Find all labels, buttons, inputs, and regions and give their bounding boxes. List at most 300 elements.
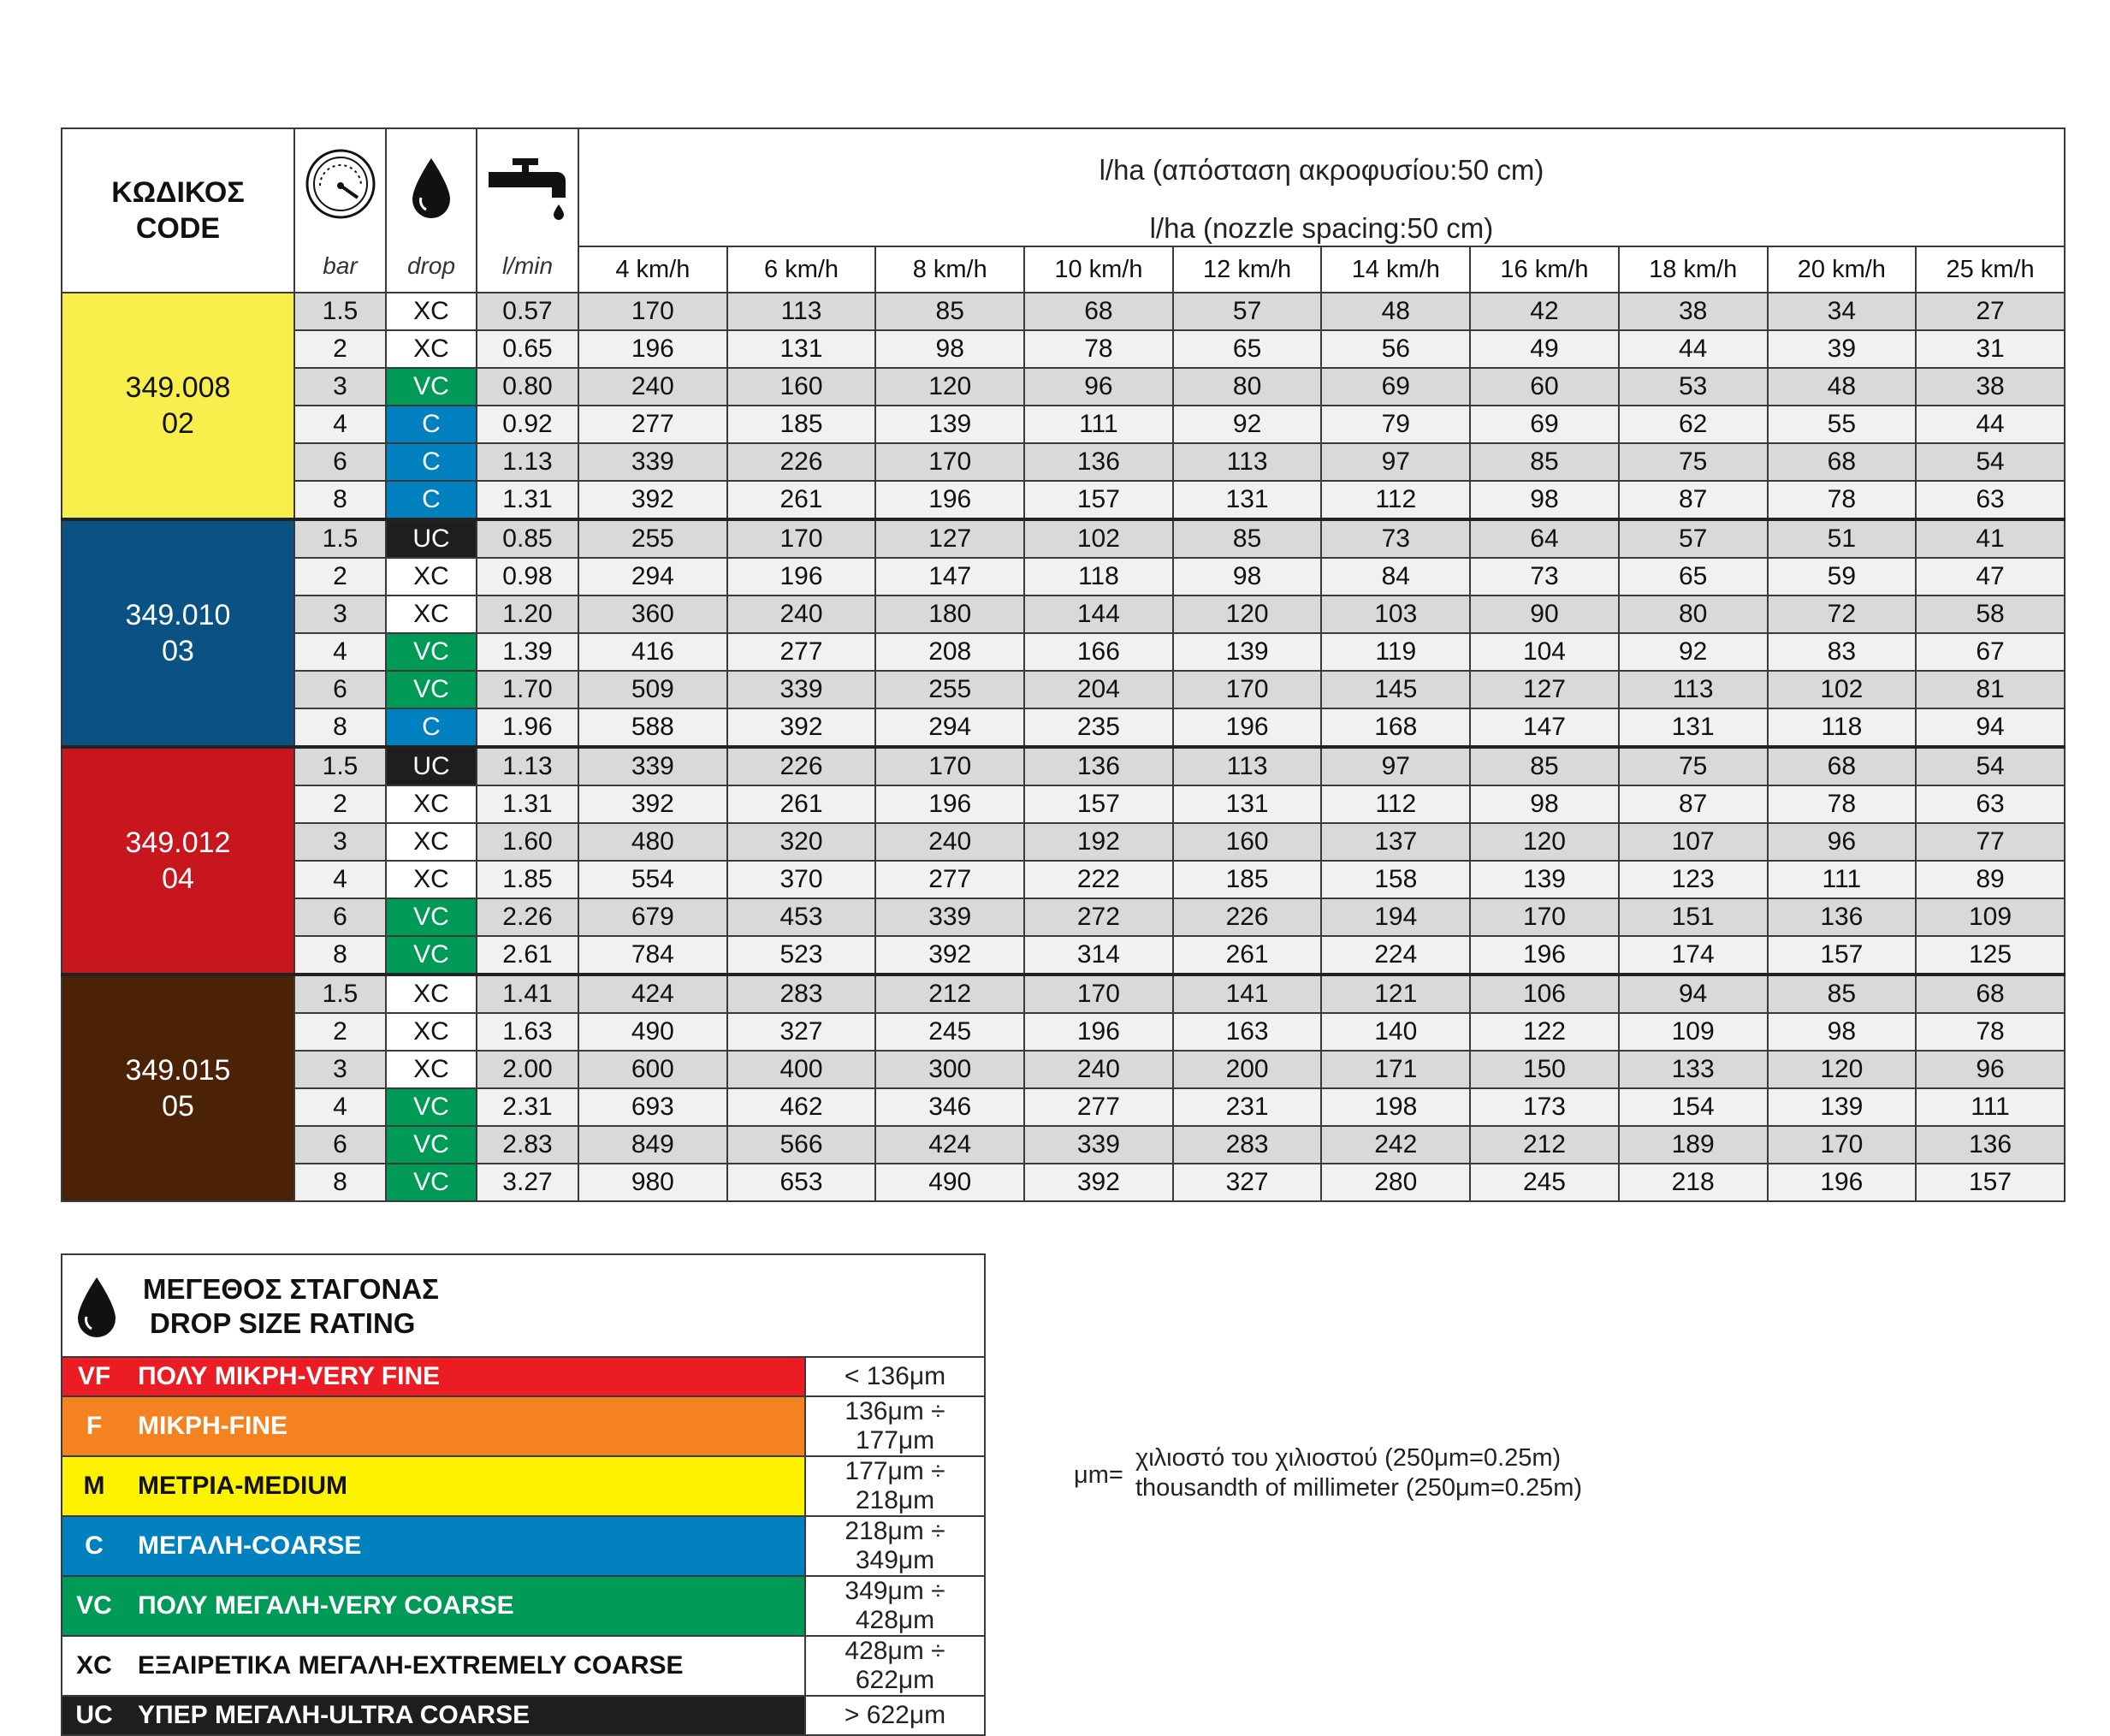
nozzle-code: 349.008 <box>125 371 231 404</box>
rate-cell: 98 <box>1768 1013 1917 1051</box>
rate-cell: 196 <box>875 785 1024 823</box>
rate-cell: 490 <box>875 1164 1024 1201</box>
rate-cell: 81 <box>1916 671 2065 708</box>
legend-abbr: VF <box>62 1357 126 1396</box>
rate-cell: 196 <box>1470 936 1619 975</box>
speed-header: 14 km/h <box>1321 246 1470 293</box>
rate-cell: 242 <box>1321 1126 1470 1164</box>
rate-cell: 272 <box>1024 898 1173 936</box>
rate-cell: 127 <box>875 519 1024 558</box>
pressure-cell: 4 <box>294 1088 386 1126</box>
rate-cell: 141 <box>1173 975 1322 1013</box>
pressure-cell: 4 <box>294 406 386 443</box>
speed-header: 4 km/h <box>578 246 727 293</box>
rate-cell: 48 <box>1321 293 1470 330</box>
flow-cell: 1.20 <box>477 595 578 633</box>
rate-cell: 490 <box>578 1013 727 1051</box>
rate-cell: 97 <box>1321 443 1470 481</box>
rate-cell: 65 <box>1619 558 1768 595</box>
rate-cell: 261 <box>727 481 876 519</box>
legend-range: 218μm ÷ 349μm <box>805 1516 985 1576</box>
table-row <box>62 747 2065 785</box>
drop-size-cell: XC <box>386 975 477 1013</box>
rate-cell: 174 <box>1619 936 1768 975</box>
rate-cell: 96 <box>1916 1051 2065 1088</box>
rate-cell: 113 <box>1173 443 1322 481</box>
rate-cell: 98 <box>1470 785 1619 823</box>
rate-cell: 280 <box>1321 1164 1470 1201</box>
rate-cell: 47 <box>1916 558 2065 595</box>
table-row <box>62 293 2065 330</box>
rate-cell: 346 <box>875 1088 1024 1126</box>
legend-range: 428μm ÷ 622μm <box>805 1636 985 1696</box>
rate-cell: 150 <box>1470 1051 1619 1088</box>
pressure-gauge-icon <box>295 148 385 220</box>
speed-header: 6 km/h <box>727 246 876 293</box>
flow-cell: 0.65 <box>477 330 578 368</box>
rate-cell: 103 <box>1321 595 1470 633</box>
rate-cell: 102 <box>1768 671 1917 708</box>
unit-note-prefix: μm= <box>1074 1461 1123 1489</box>
table-row <box>62 633 2065 671</box>
code-header <box>62 128 294 293</box>
rate-cell: 277 <box>1024 1088 1173 1126</box>
pressure-cell: 3 <box>294 1051 386 1088</box>
rate-cell: 170 <box>875 443 1024 481</box>
rate-cell: 78 <box>1768 785 1917 823</box>
rate-cell: 160 <box>1173 823 1322 861</box>
rate-cell: 192 <box>1024 823 1173 861</box>
legend-name: ΥΠΕΡ ΜΕΓΑΛΗ-ULTRA COARSE <box>126 1696 805 1735</box>
drop-size-cell: XC <box>386 861 477 898</box>
rate-cell: 196 <box>578 330 727 368</box>
rate-cell: 122 <box>1470 1013 1619 1051</box>
code-header-english: CODE <box>135 212 221 245</box>
rate-cell: 96 <box>1024 368 1173 406</box>
rate-cell: 59 <box>1768 558 1917 595</box>
rate-cell: 509 <box>578 671 727 708</box>
rate-cell: 136 <box>1768 898 1917 936</box>
table-row <box>62 936 2065 975</box>
rate-cell: 118 <box>1768 708 1917 747</box>
rate-cell: 85 <box>1768 975 1917 1013</box>
pressure-cell: 8 <box>294 708 386 747</box>
pressure-cell: 2 <box>294 785 386 823</box>
rate-cell: 180 <box>875 595 1024 633</box>
flow-cell: 2.31 <box>477 1088 578 1126</box>
flow-cell: 0.85 <box>477 519 578 558</box>
rate-cell: 121 <box>1321 975 1470 1013</box>
rate-cell: 73 <box>1470 558 1619 595</box>
speed-header: 25 km/h <box>1916 246 2065 293</box>
rate-cell: 283 <box>1173 1126 1322 1164</box>
rate-cell: 200 <box>1173 1051 1322 1088</box>
rate-cell: 120 <box>1470 823 1619 861</box>
drop-size-cell: XC <box>386 558 477 595</box>
rate-cell: 245 <box>1470 1164 1619 1201</box>
rate-cell: 67 <box>1916 633 2065 671</box>
drop-header <box>386 128 477 293</box>
drop-label: drop <box>406 252 456 279</box>
rate-cell: 139 <box>1470 861 1619 898</box>
rate-cell: 44 <box>1619 330 1768 368</box>
flow-cell: 1.31 <box>477 785 578 823</box>
rate-cell: 57 <box>1619 519 1768 558</box>
rate-cell: 196 <box>1768 1164 1917 1201</box>
drop-size-cell: VC <box>386 1126 477 1164</box>
rate-cell: 57 <box>1173 293 1322 330</box>
rate-cell: 85 <box>1470 443 1619 481</box>
table-row <box>62 558 2065 595</box>
legend-title-english: DROP SIZE RATING <box>150 1307 416 1339</box>
rate-cell: 85 <box>1470 747 1619 785</box>
rate-cell: 131 <box>1173 785 1322 823</box>
table-row <box>62 898 2065 936</box>
rate-cell: 196 <box>727 558 876 595</box>
rate-cell: 51 <box>1768 519 1917 558</box>
rate-cell: 69 <box>1470 406 1619 443</box>
rate-cell: 78 <box>1768 481 1917 519</box>
pressure-cell: 8 <box>294 936 386 975</box>
legend-header <box>61 1253 986 1356</box>
flow-cell: 0.92 <box>477 406 578 443</box>
nozzle-code-cell <box>62 519 294 747</box>
rate-cell: 96 <box>1768 823 1917 861</box>
table-row <box>62 671 2065 708</box>
rate-cell: 79 <box>1321 406 1470 443</box>
rate-cell: 462 <box>727 1088 876 1126</box>
rate-cell: 980 <box>578 1164 727 1201</box>
rate-cell: 370 <box>727 861 876 898</box>
speed-header: 16 km/h <box>1470 246 1619 293</box>
rate-cell: 171 <box>1321 1051 1470 1088</box>
rate-cell: 679 <box>578 898 727 936</box>
rate-cell: 145 <box>1321 671 1470 708</box>
pressure-cell: 2 <box>294 558 386 595</box>
rate-cell: 111 <box>1768 861 1917 898</box>
rate-cell: 38 <box>1916 368 2065 406</box>
flow-cell: 3.27 <box>477 1164 578 1201</box>
rate-cell: 118 <box>1024 558 1173 595</box>
rate-title-english: l/ha (nozzle spacing:50 cm) <box>1149 212 1494 244</box>
rate-cell: 75 <box>1619 443 1768 481</box>
rate-cell: 85 <box>1173 519 1322 558</box>
rate-cell: 196 <box>875 481 1024 519</box>
rate-cell: 170 <box>1173 671 1322 708</box>
rate-cell: 53 <box>1619 368 1768 406</box>
rate-cell: 163 <box>1173 1013 1322 1051</box>
rate-cell: 314 <box>1024 936 1173 975</box>
rate-table <box>61 127 2066 1202</box>
rate-cell: 98 <box>1173 558 1322 595</box>
rate-cell: 87 <box>1619 481 1768 519</box>
rate-cell: 94 <box>1916 708 2065 747</box>
flow-cell: 1.60 <box>477 823 578 861</box>
rate-cell: 157 <box>1024 785 1173 823</box>
rate-cell: 133 <box>1619 1051 1768 1088</box>
rate-cell: 231 <box>1173 1088 1322 1126</box>
flow-cell: 1.96 <box>477 708 578 747</box>
legend-abbr: M <box>62 1456 126 1516</box>
rate-cell: 245 <box>875 1013 1024 1051</box>
rate-cell: 339 <box>727 671 876 708</box>
rate-cell: 261 <box>727 785 876 823</box>
rate-cell: 392 <box>1024 1164 1173 1201</box>
rate-cell: 123 <box>1619 861 1768 898</box>
rate-cell: 218 <box>1619 1164 1768 1201</box>
table-row <box>62 785 2065 823</box>
legend-name: ΕΞΑΙΡΕΤΙΚΑ ΜΕΓΑΛΗ-EXTREMELY COARSE <box>126 1636 805 1696</box>
rate-cell: 226 <box>727 747 876 785</box>
drop-size-cell: XC <box>386 823 477 861</box>
rate-cell: 27 <box>1916 293 2065 330</box>
rate-cell: 416 <box>578 633 727 671</box>
rate-cell: 42 <box>1470 293 1619 330</box>
nozzle-code-cell <box>62 975 294 1201</box>
rate-cell: 168 <box>1321 708 1470 747</box>
legend-row <box>62 1396 985 1456</box>
drop-size-cell: UC <box>386 747 477 785</box>
rate-cell: 392 <box>578 785 727 823</box>
rate-cell: 136 <box>1024 747 1173 785</box>
nozzle-code: 349.012 <box>125 827 231 859</box>
rate-cell: 255 <box>578 519 727 558</box>
rate-cell: 300 <box>875 1051 1024 1088</box>
rate-cell: 360 <box>578 595 727 633</box>
rate-cell: 277 <box>578 406 727 443</box>
rate-cell: 261 <box>1173 936 1322 975</box>
rate-cell: 120 <box>1768 1051 1917 1088</box>
drop-size-cell: VC <box>386 936 477 975</box>
legend-name: ΜΕΓΑΛΗ-COARSE <box>126 1516 805 1576</box>
rate-cell: 240 <box>875 823 1024 861</box>
rate-cell: 554 <box>578 861 727 898</box>
nozzle-code-cell <box>62 293 294 519</box>
flow-cell: 1.85 <box>477 861 578 898</box>
table-row <box>62 1013 2065 1051</box>
legend-abbr: VC <box>62 1576 126 1636</box>
rate-cell: 68 <box>1916 975 2065 1013</box>
rate-cell: 166 <box>1024 633 1173 671</box>
drop-size-cell: XC <box>386 785 477 823</box>
rate-title-greek: l/ha (απόσταση ακροφυσίου:50 cm) <box>1099 154 1544 186</box>
rate-cell: 131 <box>727 330 876 368</box>
rate-cell: 400 <box>727 1051 876 1088</box>
flow-cell: 2.26 <box>477 898 578 936</box>
rate-cell: 189 <box>1619 1126 1768 1164</box>
table-row <box>62 443 2065 481</box>
rate-cell: 78 <box>1024 330 1173 368</box>
table-row <box>62 519 2065 558</box>
faucet-icon <box>477 155 578 223</box>
flow-label: l/min <box>501 252 554 279</box>
legend-abbr: F <box>62 1396 126 1456</box>
rate-cell: 119 <box>1321 633 1470 671</box>
rate-cell: 127 <box>1470 671 1619 708</box>
rate-cell: 111 <box>1916 1088 2065 1126</box>
rate-cell: 255 <box>875 671 1024 708</box>
rate-cell: 58 <box>1916 595 2065 633</box>
rate-cell: 84 <box>1321 558 1470 595</box>
rate-cell: 693 <box>578 1088 727 1126</box>
rate-cell: 154 <box>1619 1088 1768 1126</box>
rate-cell: 73 <box>1321 519 1470 558</box>
nozzle-size: 04 <box>162 862 194 895</box>
legend-range: 349μm ÷ 428μm <box>805 1576 985 1636</box>
rate-cell: 140 <box>1321 1013 1470 1051</box>
pressure-cell: 3 <box>294 823 386 861</box>
table-row <box>62 1126 2065 1164</box>
rate-cell: 72 <box>1768 595 1917 633</box>
rate-cell: 294 <box>578 558 727 595</box>
rate-cell: 90 <box>1470 595 1619 633</box>
legend-range: 136μm ÷ 177μm <box>805 1396 985 1456</box>
rate-cell: 41 <box>1916 519 2065 558</box>
rate-cell: 139 <box>1173 633 1322 671</box>
rate-cell: 65 <box>1173 330 1322 368</box>
flow-cell: 2.83 <box>477 1126 578 1164</box>
drop-size-cell: C <box>386 443 477 481</box>
rate-cell: 44 <box>1916 406 2065 443</box>
pressure-cell: 3 <box>294 368 386 406</box>
rate-cell: 523 <box>727 936 876 975</box>
rate-cell: 170 <box>1024 975 1173 1013</box>
rate-cell: 224 <box>1321 936 1470 975</box>
pressure-cell: 8 <box>294 1164 386 1201</box>
legend-abbr: C <box>62 1516 126 1576</box>
rate-cell: 196 <box>1173 708 1322 747</box>
rate-cell: 39 <box>1768 330 1917 368</box>
pressure-cell: 2 <box>294 330 386 368</box>
drop-size-legend <box>61 1253 986 1736</box>
rate-cell: 111 <box>1024 406 1173 443</box>
drop-size-cell: VC <box>386 898 477 936</box>
nozzle-size: 03 <box>162 635 194 667</box>
water-drop-icon <box>74 1276 119 1343</box>
rate-cell: 212 <box>875 975 1024 1013</box>
rate-cell: 212 <box>1470 1126 1619 1164</box>
rate-cell: 784 <box>578 936 727 975</box>
rate-cell: 112 <box>1321 481 1470 519</box>
rate-cell: 170 <box>578 293 727 330</box>
rate-cell: 68 <box>1768 747 1917 785</box>
rate-cell: 136 <box>1024 443 1173 481</box>
rate-cell: 102 <box>1024 519 1173 558</box>
rate-cell: 173 <box>1470 1088 1619 1126</box>
rate-cell: 77 <box>1916 823 2065 861</box>
rate-cell: 106 <box>1470 975 1619 1013</box>
rate-cell: 137 <box>1321 823 1470 861</box>
legend-name: ΠΟΛΥ ΜΙΚΡΗ-VERY FINE <box>126 1357 805 1396</box>
rate-cell: 97 <box>1321 747 1470 785</box>
rate-cell: 120 <box>1173 595 1322 633</box>
rate-cell: 63 <box>1916 785 2065 823</box>
drop-size-cell: XC <box>386 293 477 330</box>
legend-abbr: XC <box>62 1636 126 1696</box>
legend-title <box>143 1272 439 1341</box>
table-row <box>62 1051 2065 1088</box>
rate-cell: 147 <box>1470 708 1619 747</box>
table-row <box>62 1164 2065 1201</box>
rate-cell: 222 <box>1024 861 1173 898</box>
rate-cell: 170 <box>727 519 876 558</box>
rate-cell: 69 <box>1321 368 1470 406</box>
bar-label: bar <box>323 252 358 279</box>
drop-size-cell: XC <box>386 1013 477 1051</box>
pressure-cell: 3 <box>294 595 386 633</box>
rate-cell: 109 <box>1619 1013 1768 1051</box>
rate-cell: 157 <box>1024 481 1173 519</box>
rate-cell: 83 <box>1768 633 1917 671</box>
rate-cell: 75 <box>1619 747 1768 785</box>
drop-size-cell: VC <box>386 368 477 406</box>
rate-cell: 157 <box>1768 936 1917 975</box>
table-row <box>62 1088 2065 1126</box>
flow-cell: 0.98 <box>477 558 578 595</box>
rate-cell: 125 <box>1916 936 2065 975</box>
rate-cell: 160 <box>727 368 876 406</box>
flow-cell: 1.13 <box>477 747 578 785</box>
legend-range: > 622μm <box>805 1696 985 1735</box>
rate-cell: 339 <box>578 747 727 785</box>
drop-size-cell: XC <box>386 595 477 633</box>
rate-cell: 392 <box>578 481 727 519</box>
table-row <box>62 708 2065 747</box>
speed-header: 8 km/h <box>875 246 1024 293</box>
rate-cell: 131 <box>1619 708 1768 747</box>
nozzle-code-cell <box>62 747 294 975</box>
code-header-greek: ΚΩΔΙΚΟΣ <box>111 176 245 209</box>
rate-cell: 170 <box>875 747 1024 785</box>
legend-name: ΠΟΛΥ ΜΕΓΑΛΗ-VERY COARSE <box>126 1576 805 1636</box>
water-drop-icon <box>387 157 476 220</box>
nozzle-code: 349.010 <box>125 599 231 631</box>
rate-cell: 327 <box>727 1013 876 1051</box>
rate-cell: 588 <box>578 708 727 747</box>
rate-cell: 113 <box>1173 747 1322 785</box>
rate-cell: 85 <box>875 293 1024 330</box>
flow-cell: 1.31 <box>477 481 578 519</box>
rate-cell: 136 <box>1916 1126 2065 1164</box>
rate-cell: 424 <box>875 1126 1024 1164</box>
pressure-cell: 6 <box>294 1126 386 1164</box>
legend-table <box>61 1356 986 1736</box>
pressure-cell: 1.5 <box>294 519 386 558</box>
legend-name: ΜΕΤΡΙΑ-MEDIUM <box>126 1456 805 1516</box>
nozzle-size: 02 <box>162 407 194 440</box>
rate-cell: 849 <box>578 1126 727 1164</box>
nozzle-size: 05 <box>162 1090 194 1123</box>
rate-cell: 89 <box>1916 861 2065 898</box>
rate-cell: 198 <box>1321 1088 1470 1126</box>
table-row <box>62 861 2065 898</box>
rate-cell: 112 <box>1321 785 1470 823</box>
pressure-cell: 8 <box>294 481 386 519</box>
pressure-cell: 6 <box>294 443 386 481</box>
rate-cell: 68 <box>1768 443 1917 481</box>
rate-cell: 49 <box>1470 330 1619 368</box>
rate-cell: 139 <box>1768 1088 1917 1126</box>
rate-cell: 392 <box>875 936 1024 975</box>
rate-cell: 113 <box>1619 671 1768 708</box>
legend-row <box>62 1576 985 1636</box>
table-row <box>62 975 2065 1013</box>
rate-cell: 480 <box>578 823 727 861</box>
unit-note-greek: χιλιοστό του χιλιοστού (250μm=0.25m) <box>1135 1444 1562 1472</box>
drop-size-cell: VC <box>386 1164 477 1201</box>
rate-cell: 60 <box>1470 368 1619 406</box>
rate-cell: 94 <box>1619 975 1768 1013</box>
